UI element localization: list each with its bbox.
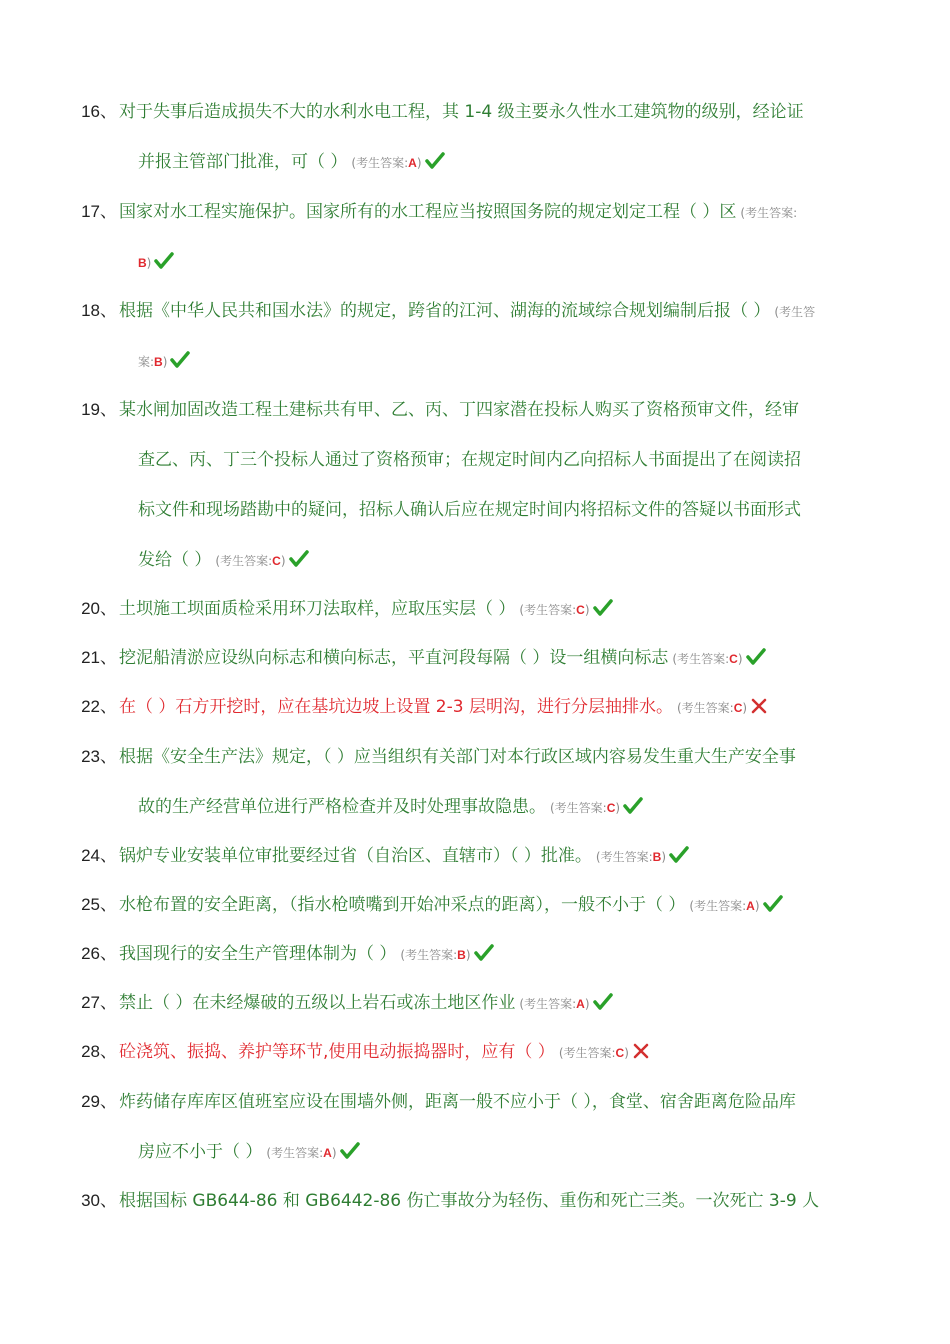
question-text: 发给（ ） (138, 550, 212, 570)
question-text: 对于失事后造成损失不大的水利水电工程，其 1-4 级主要永久性水工建筑物的级别，经论证 (119, 102, 804, 122)
check-icon (154, 250, 174, 280)
answer-prefix: (考生答案: (689, 899, 747, 913)
answer-suffix: ) (737, 652, 743, 666)
number-separator: 、 (100, 944, 117, 964)
number-separator: 、 (100, 993, 117, 1013)
number-separator: 、 (100, 648, 117, 668)
number-separator: 、 (100, 1042, 117, 1062)
question-text: 在（ ）石方开挖时，应在基坑边坡上设置 2-3 层明沟，进行分层抽排水。 (119, 697, 673, 717)
question-line (64, 692, 768, 722)
question-number: 18 (81, 301, 100, 320)
question-text: 砼浇筑、振捣、养护等环节,使用电动振捣器时，应有（ ） (119, 1042, 555, 1062)
question-text: 根据国标 GB644-86 和 GB6442-86 伤亡事故分为轻伤、重伤和死亡三类。一次死亡 3-9 人 (119, 1191, 820, 1211)
question-line (64, 97, 804, 127)
question-text: 根据《中华人民共和国水法》的规定，跨省的江河、湖海的流域综合规划编制后报（ ） (119, 301, 771, 321)
answer-letter: C (729, 652, 738, 666)
answer-letter: B (457, 948, 466, 962)
question-line (138, 792, 643, 822)
question-line (138, 1137, 360, 1167)
check-icon (669, 844, 689, 874)
answer-prefix: (考生答 (774, 305, 816, 319)
question-text: 故的生产经营单位进行严格检查并及时处理事故隐患。 (138, 797, 546, 817)
question-text: 锅炉专业安装单位审批要经过省（自治区、直辖市）（ ）批准。 (119, 846, 592, 866)
cross-icon (632, 1040, 650, 1070)
question-number: 25 (81, 895, 100, 914)
question-text: 国家对水工程实施保护。国家所有的水工程应当按照国务院的规定划定工程（ ）区 (119, 202, 737, 222)
question-line (64, 988, 613, 1018)
cross-icon (750, 695, 768, 725)
answer-prefix: (考生答案: (740, 206, 798, 220)
answer-prefix: (考生答案: (519, 603, 577, 617)
answer-suffix: ) (742, 701, 748, 715)
question-line (138, 495, 801, 525)
answer-letter: C (606, 801, 616, 815)
question-text: 某水闸加固改造工程土建标共有甲、乙、丙、丁四家潜在投标人购买了资格预审文件，经审 (119, 400, 799, 420)
question-number: 20 (81, 599, 100, 618)
check-icon (289, 548, 309, 578)
question-number: 17 (81, 202, 100, 221)
number-separator: 、 (100, 102, 117, 122)
question-line (64, 841, 689, 871)
question-line (64, 197, 797, 227)
question-line (64, 395, 799, 425)
answer-suffix: ) (584, 997, 590, 1011)
answer-suffix: ) (624, 1046, 629, 1060)
question-number: 23 (81, 747, 100, 766)
answer-letter: A (323, 1146, 332, 1160)
answer-prefix: (考生答案: (672, 652, 730, 666)
number-separator: 、 (100, 846, 117, 866)
question-text: 禁止（ ）在未经爆破的五级以上岩石或冻土地区作业 (119, 993, 516, 1013)
question-line (138, 147, 445, 177)
question-line (138, 445, 801, 475)
answer-letter: C (272, 554, 281, 568)
question-text: 水枪布置的安全距离，（指水枪喷嘴到开始冲采点的距离），一般不小于（ ） (119, 895, 686, 915)
answer-prefix: (考生答案: (215, 554, 273, 568)
answer-suffix: ) (584, 603, 590, 617)
answer-prefix: (考生答案: (519, 997, 577, 1011)
question-line (138, 247, 174, 277)
check-icon (474, 942, 494, 972)
question-number: 28 (81, 1042, 100, 1061)
answer-prefix: (考生答案: (676, 701, 734, 715)
answer-suffix: ) (280, 554, 286, 568)
question-number: 19 (81, 400, 100, 419)
check-icon (746, 646, 766, 676)
number-separator: 、 (100, 697, 117, 717)
answer-letter: C (615, 1046, 625, 1060)
question-text: 我国现行的安全生产管理体制为（ ） (119, 944, 397, 964)
check-icon (593, 991, 613, 1021)
number-separator: 、 (100, 400, 117, 420)
check-icon (340, 1140, 360, 1170)
question-text: 炸药储存库库区值班室应设在围墙外侧，距离一般不应小于（ ），食堂、宿舍距离危险品库 (119, 1092, 796, 1112)
answer-prefix: (考生答案: (266, 1146, 324, 1160)
question-number: 26 (81, 944, 100, 963)
answer-prefix: (考生答案: (400, 948, 458, 962)
question-number: 21 (81, 648, 100, 667)
question-number: 30 (81, 1191, 100, 1210)
answer-suffix: ) (146, 256, 152, 270)
question-line (138, 346, 190, 376)
check-icon (425, 150, 445, 180)
question-text: 查乙、丙、丁三个投标人通过了资格预审；在规定时间内乙向招标人书面提出了在阅读招 (138, 450, 801, 470)
question-line (64, 890, 783, 920)
check-icon (593, 597, 613, 627)
question-line (138, 545, 309, 575)
number-separator: 、 (100, 301, 117, 321)
answer-letter: A (746, 899, 755, 913)
question-number: 22 (81, 697, 100, 716)
answer-letter: B (138, 256, 147, 270)
question-line (64, 643, 766, 673)
question-number: 24 (81, 846, 100, 865)
question-number: 29 (81, 1092, 100, 1111)
question-number: 27 (81, 993, 100, 1012)
question-text: 房应不小于（ ） (138, 1142, 263, 1162)
answer-suffix: ) (416, 156, 422, 170)
answer-suffix: ) (331, 1146, 337, 1160)
question-text: 标文件和现场踏勘中的疑问，招标人确认后应在规定时间内将招标文件的答疑以书面形式 (138, 500, 801, 520)
number-separator: 、 (100, 1092, 117, 1112)
check-icon (623, 795, 643, 825)
question-text: 并报主管部门批准，可（ ） (138, 152, 348, 172)
number-separator: 、 (100, 895, 117, 915)
question-text: 挖泥船清淤应设纵向标志和横向标志，平直河段每隔（ ）设一组横向标志 (119, 648, 669, 668)
question-line (64, 594, 613, 624)
answer-suffix: ) (465, 948, 471, 962)
answer-letter: C (733, 701, 743, 715)
number-separator: 、 (100, 747, 117, 767)
check-icon (763, 893, 783, 923)
answer-prefix: (考生答案: (558, 1046, 616, 1060)
number-separator: 、 (100, 202, 117, 222)
number-separator: 、 (100, 1191, 117, 1211)
question-number: 16 (81, 102, 100, 121)
answer-suffix: ) (615, 801, 621, 815)
question-line (64, 1087, 796, 1117)
question-text: 土坝施工坝面质检采用环刀法取样，应取压实层（ ） (119, 599, 516, 619)
question-line (64, 939, 494, 969)
answer-prefix: (考生答案: (351, 156, 409, 170)
answer-suffix: ) (754, 899, 760, 913)
answer-letter: C (576, 603, 585, 617)
answer-prefix: (考生答案: (595, 850, 653, 864)
question-text: 根据《安全生产法》规定，（ ）应当组织有关部门对本行政区域内容易发生重大生产安全事 (119, 747, 796, 767)
question-line (64, 1186, 819, 1216)
answer-prefix-continued: 案: (138, 355, 155, 369)
answer-letter: A (408, 156, 417, 170)
question-line (64, 1037, 650, 1067)
answer-letter: A (576, 997, 585, 1011)
check-icon (170, 349, 190, 379)
number-separator: 、 (100, 599, 117, 619)
answer-suffix: ) (661, 850, 666, 864)
answer-letter: B (154, 355, 163, 369)
answer-prefix: (考生答案: (550, 801, 607, 815)
answer-letter: B (652, 850, 662, 864)
answer-suffix: ) (162, 355, 168, 369)
question-line (64, 296, 815, 326)
question-line (64, 742, 796, 772)
